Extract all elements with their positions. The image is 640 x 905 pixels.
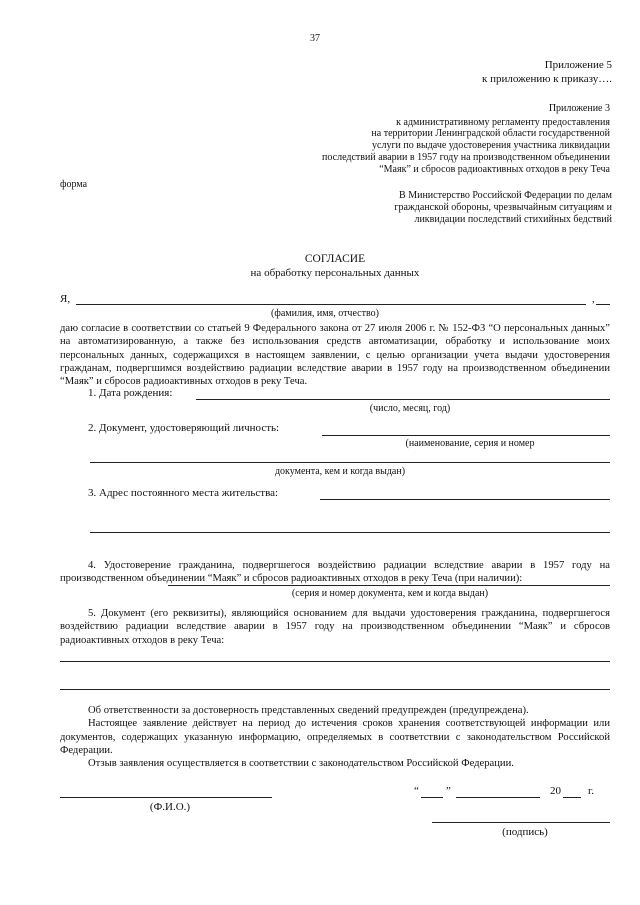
address-input[interactable] — [320, 499, 610, 500]
doc-subtitle: на обработку персональных данных — [250, 267, 420, 279]
ya-label: Я, — [60, 293, 71, 305]
consent-paragraph: даю согласие в соответствии со статьей 9 Федерального закона от 27 июля 2006 г. № 152-ФЗ “О персональных данных” на автоматизированную, а также без использования средств автоматизации, обработку и использование моих персональных данных, содержащихся в настоящем заявлении, с целью организации учета выдачи удостоверения гражданам, подвергшимся воздействию радиации вследствие аварии в 1957 году на производственном объединении “Маяк” и сбросов радиоактивных отходов в реку Теча. — [60, 323, 610, 388]
date-quote-open: “ — [414, 785, 419, 797]
signature-fio-caption: (Ф.И.О.) — [149, 801, 191, 813]
appendix3-line: к административному регламенту предоставления — [396, 117, 610, 128]
date-year-suffix: г. — [588, 785, 595, 797]
fio-caption: (фамилия, имя, отчество) — [271, 308, 379, 319]
id-document-caption: (наименование, серия и номер — [405, 438, 535, 449]
field4-text — [60, 559, 610, 586]
signature-input[interactable] — [432, 822, 610, 823]
fio-input-line[interactable] — [76, 304, 586, 305]
appendix3-line: “Маяк” и сбросов радиоактивных отходов в реку Теча — [379, 164, 610, 175]
date-month-input[interactable] — [456, 797, 540, 798]
id-document-caption-2: документа, кем и когда выдан) — [274, 466, 406, 477]
closing-p1: Об ответственности за достоверность представленных сведений предупрежден (предупреждена). — [88, 705, 529, 716]
address-input-2[interactable] — [90, 532, 610, 533]
birth-date-label: 1. Дата рождения: — [88, 387, 173, 399]
closing-text — [60, 704, 610, 770]
birth-date-input[interactable] — [196, 399, 610, 400]
addressee-line: ликвидации последствий стихийных бедствий — [414, 214, 612, 225]
basis-document-input-2[interactable] — [60, 689, 610, 690]
consent-text — [60, 322, 610, 388]
certificate-input[interactable] — [168, 585, 610, 586]
closing-p3: Отзыв заявления осуществляется в соответствии с законодательством Российской Федерации. — [88, 758, 514, 770]
address-label: 3. Адрес постоянного места жительства: — [88, 487, 279, 499]
signature-fio-input[interactable] — [60, 797, 272, 798]
fio-tail-line[interactable] — [596, 304, 610, 305]
basis-document-input[interactable] — [60, 661, 610, 662]
doc-title: СОГЛАСИЕ — [304, 253, 366, 265]
appendix3-line: услуги по выдаче удостоверения участника ликвидации — [372, 140, 610, 151]
certificate-caption: (серия и номер документа, кем и когда выдан) — [291, 588, 489, 599]
addressee-line: гражданской обороны, чрезвычайным ситуациям и — [394, 202, 612, 213]
field4-paragraph: 4. Удостоверение гражданина, подвергшегося воздействию радиации вследствие аварии в 1957 году на производственном объединении “Маяк” и сбросов радиоактивных отходов в реку Теча (при наличии): — [60, 560, 610, 585]
id-document-input[interactable] — [322, 435, 610, 436]
date-day-input[interactable] — [421, 797, 443, 798]
field5-paragraph: 5. Документ (его реквизиты), являющийся основанием для выдачи удостоверения гражданина, подвергшегося воздействию радиации вследствие аварии в 1957 году на производственном объединении “Маяк” и сбросов радиоактивных отходов в реку Теча: — [60, 608, 610, 646]
signature-caption: (подпись) — [502, 826, 548, 838]
appendix3-line: последствий аварии в 1957 году на производственном объединении — [322, 152, 610, 163]
birth-date-caption: (число, месяц, год) — [369, 403, 451, 414]
date-year-prefix: 20 — [550, 785, 561, 797]
field5-text — [60, 607, 610, 647]
form-label: форма — [60, 179, 88, 190]
date-quote-close: ” — [446, 785, 451, 797]
closing-p2: Настоящее заявление действует на период до истечения сроков хранения соответствующей информации или документов, содержащих указанную информацию, определяемых в соответствии с законодательством Российской Федерации. — [60, 718, 610, 756]
addressee-line: В Министерство Российской Федерации по делам — [399, 190, 612, 201]
id-document-input-2[interactable] — [90, 462, 610, 463]
appendix5-line1: Приложение 5 — [544, 59, 612, 71]
id-document-label: 2. Документ, удостоверяющий личность: — [88, 422, 280, 434]
page-number: 37 — [310, 33, 320, 44]
ya-tail: , — [592, 293, 595, 305]
appendix5-line2: к приложению к приказу…. — [482, 73, 612, 85]
appendix3-line: на территории Ленинградской области государственной — [371, 128, 610, 139]
date-year-input[interactable] — [563, 797, 581, 798]
appendix3-line: Приложение 3 — [548, 103, 610, 114]
